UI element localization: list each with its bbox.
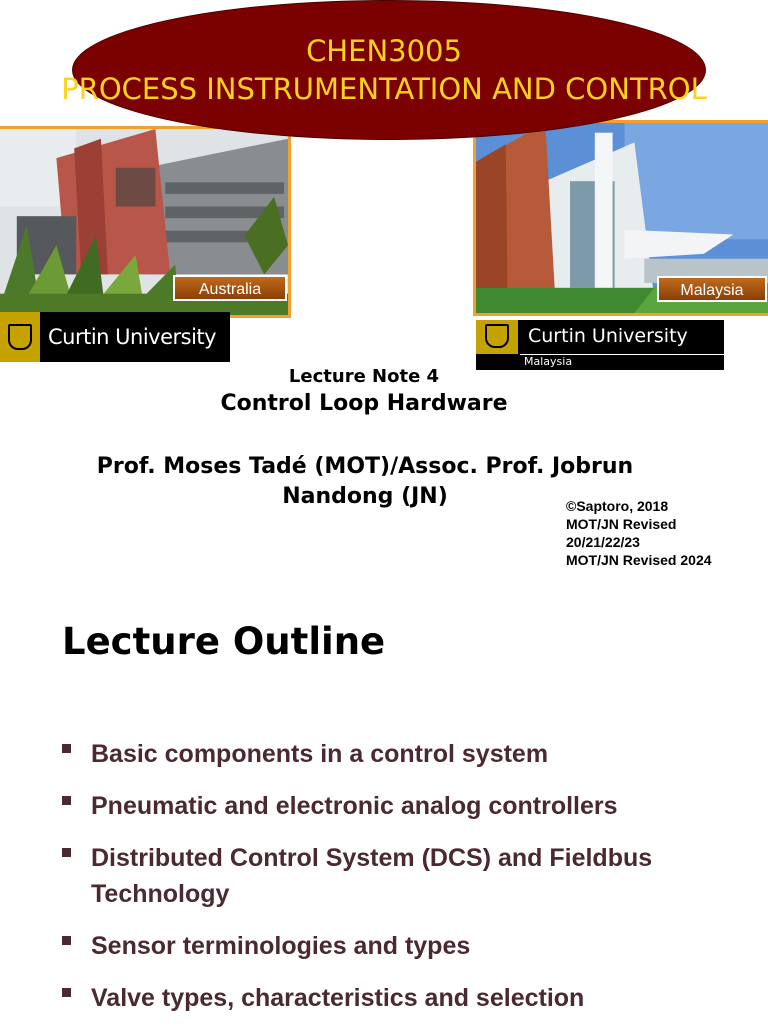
credit-line: ©Saptoro, 2018 [566,497,766,515]
authors-line: Nandong (JN) [40,482,690,512]
list-item-text: Valve types, characteristics and selection [91,984,584,1012]
logo-subtitle: Malaysia [520,354,724,368]
crest-icon [476,320,518,354]
curtin-logo-australia [0,312,230,362]
square-bullet-icon [62,744,71,753]
logo-text: Curtin University [48,325,216,349]
outline-slide [0,576,768,1024]
course-code: CHEN3005 [0,34,768,68]
lecture-topic: Control Loop Hardware [0,391,728,416]
credit-line: MOT/JN Revised [566,515,766,533]
list-item-text: Sensor terminologies and types [91,932,470,960]
square-bullet-icon [62,988,71,997]
course-title: PROCESS INSTRUMENTATION AND CONTROL [0,72,768,106]
australia-label: Australia [173,275,287,301]
curtin-logo-malaysia [476,320,724,370]
outline-list [62,736,742,1032]
list-item-text: Distributed Control System (DCS) and Fieldbus Technology [91,844,652,908]
list-item [62,736,742,772]
credits [566,497,766,569]
malaysia-label: Malaysia [657,276,767,302]
credit-line: MOT/JN Revised 2024 [566,551,766,569]
crest-icon [0,312,40,362]
square-bullet-icon [62,796,71,805]
list-item [62,840,742,912]
lecture-note: Lecture Note 4 [0,366,728,387]
authors-line: Prof. Moses Tadé (MOT)/Assoc. Prof. Jobrun [40,452,690,482]
outline-title: Lecture Outline [62,620,385,663]
list-item [62,980,742,1016]
credit-line: 20/21/22/23 [566,533,766,551]
list-item-text: Basic components in a control system [91,740,548,768]
logo-text: Curtin University [528,325,688,347]
title-ellipse [72,0,706,140]
square-bullet-icon [62,848,71,857]
square-bullet-icon [62,936,71,945]
list-item [62,788,742,824]
list-item [62,928,742,964]
list-item-text: Pneumatic and electronic analog controllers [91,792,618,820]
